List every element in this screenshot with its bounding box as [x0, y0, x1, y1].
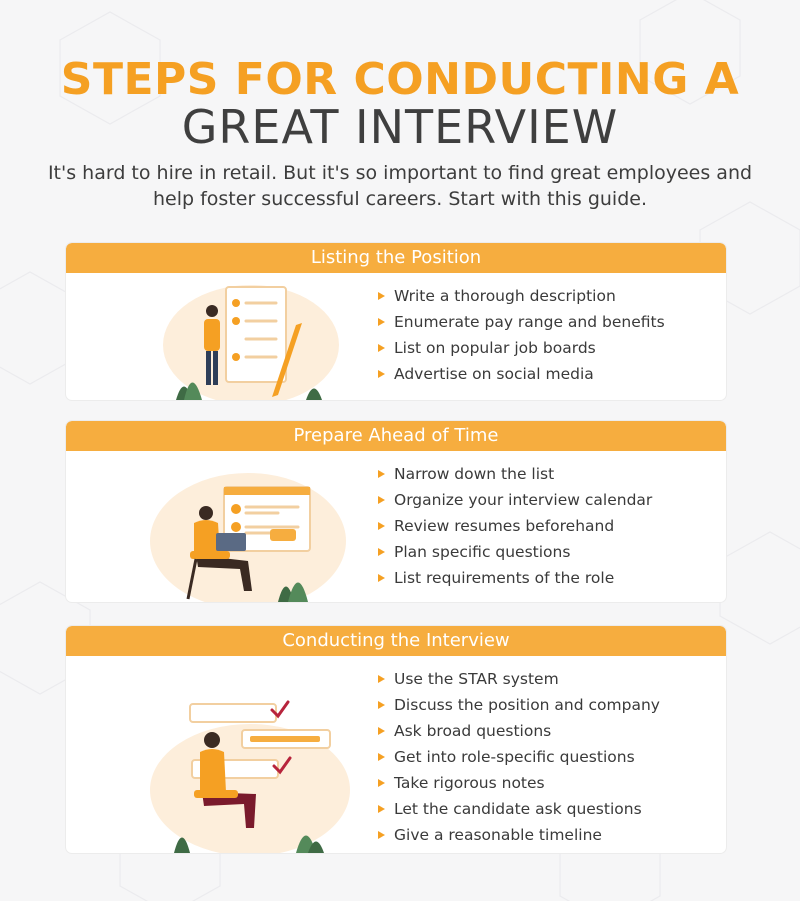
arrow-bullet-icon [378, 344, 385, 352]
checklist-conducting-interview [376, 666, 660, 848]
arrow-bullet-icon [378, 496, 385, 504]
interview-notes-person-icon [146, 696, 356, 853]
arrow-bullet-icon [378, 318, 385, 326]
arrow-bullet-icon [378, 727, 385, 735]
page-subtitle: It's hard to hire in retail. But it's so important to find great employees and help foster successful careers. Start with this guide. [47, 162, 753, 210]
laptop-planning-person-icon [148, 451, 358, 602]
section-header: Listing the Position [66, 243, 726, 273]
list-item: Review resumes beforehand [376, 513, 652, 539]
list-item: Get into role-specific questions [376, 744, 660, 770]
arrow-bullet-icon [378, 701, 385, 709]
arrow-bullet-icon [378, 370, 385, 378]
list-item: Take rigorous notes [376, 770, 660, 796]
list-item: Ask broad questions [376, 718, 660, 744]
section-header: Prepare Ahead of Time [66, 421, 726, 451]
list-item: List on popular job boards [376, 335, 665, 361]
list-item: Discuss the position and company [376, 692, 660, 718]
arrow-bullet-icon [378, 292, 385, 300]
arrow-bullet-icon [378, 779, 385, 787]
arrow-bullet-icon [378, 522, 385, 530]
list-item: Use the STAR system [376, 666, 660, 692]
page-title-line-2: GREAT INTERVIEW [181, 100, 619, 154]
section-header: Conducting the Interview [66, 626, 726, 656]
list-item: Narrow down the list [376, 461, 652, 487]
list-item: List requirements of the role [376, 565, 652, 591]
checklist-listing-position [376, 283, 665, 387]
checklist-person-icon [156, 273, 346, 400]
checklist-prepare-ahead [376, 461, 652, 591]
section-card-conducting-interview [66, 626, 726, 853]
list-item: Enumerate pay range and benefits [376, 309, 665, 335]
list-item: Let the candidate ask questions [376, 796, 660, 822]
page-title-line-1: STEPS FOR CONDUCTING A [60, 54, 740, 105]
arrow-bullet-icon [378, 805, 385, 813]
list-item: Advertise on social media [376, 361, 665, 387]
list-item: Write a thorough description [376, 283, 665, 309]
arrow-bullet-icon [378, 470, 385, 478]
arrow-bullet-icon [378, 574, 385, 582]
section-card-prepare-ahead [66, 421, 726, 602]
arrow-bullet-icon [378, 831, 385, 839]
arrow-bullet-icon [378, 548, 385, 556]
list-item: Organize your interview calendar [376, 487, 652, 513]
list-item: Plan specific questions [376, 539, 652, 565]
section-card-listing-position [66, 243, 726, 400]
arrow-bullet-icon [378, 675, 385, 683]
list-item: Give a reasonable timeline [376, 822, 660, 848]
arrow-bullet-icon [378, 753, 385, 761]
